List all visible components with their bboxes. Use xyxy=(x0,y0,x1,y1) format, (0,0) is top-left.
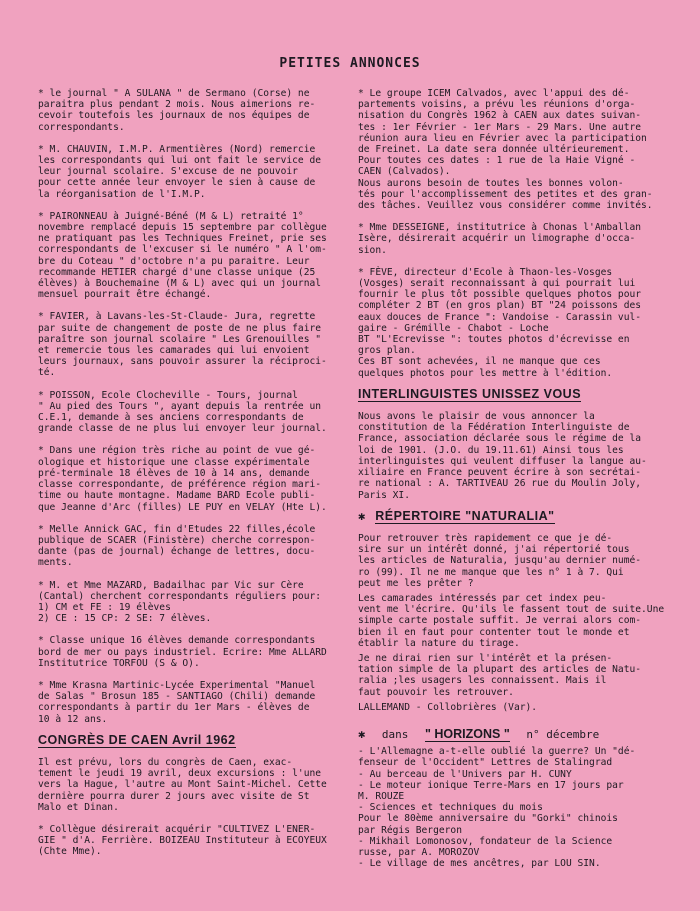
horizons-title: " HORIZONS " xyxy=(424,726,510,741)
horizons-heading xyxy=(358,726,674,741)
announcement: * PAIRONNEAU à Juigné-Béné (M & L) retraité 1° novembre remplacé depuis 15 septembre par collègue ne pratiquant pas les Techniques Freinet, prie ses correspondants de l'excuser si le numéro " A l'om- bre du Coteau " d'octobre n'a pu paraitre. Leur recommande HETIER chargé d'une classe unique (25 élèves) à Bouchemaine (M & L) avec qui un journal mensuel pourrait être échangé. xyxy=(38,210,327,301)
list-item: - Mikhail Lomonosov, fondateur de la Science russe, par A. MOROZOV xyxy=(358,836,674,858)
interlinguistes-heading: INTERLINGUISTES UNISSEZ VOUS xyxy=(358,386,582,401)
announcement: * M. CHAUVIN, I.M.P. Armentières (Nord) remercie les correspondants qui lui ont fait le service de leur journal scolaire. S'excuse de ne pouvoir pour cette année leur envoyer le sien à cause de la réorganisation de l'I.M.P. xyxy=(38,143,322,200)
horizons-prefix: dans xyxy=(381,727,409,741)
page-title: PETITES ANNONCES xyxy=(279,56,421,71)
announcement: * POISSON, Ecole Clocheville - Tours, journal " Au pied des Tours ", ayant depuis la rentrée un C.E.1, demande à ses anciens correspondants de grande classe de ne plus lui envoyer leur journal. xyxy=(38,389,327,435)
announcement: * M. et Mme MAZARD, Badailhac par Vic sur Cère (Cantal) cherchent correspondants réguliers pour: 1) CM et FE : 19 élèves 2) CE : 15 CP: 2 SE: 7 élèves. xyxy=(38,579,322,625)
congres-heading: CONGRÈS DE CAEN Avril 1962 xyxy=(38,732,236,747)
list-item: - Sciences et techniques du mois Pour le 80ème anniversaire du "Gorki" chinois par Régis Bergeron xyxy=(358,802,674,836)
announcement: * Melle Annick GAC, fin d'Etudes 22 filles,école publique de SCAER (Finistère) cherche correspon- dante (pas de journal) échange de lettres, docu- ments. xyxy=(38,523,316,569)
interlinguistes-text: Nous avons le plaisir de vous annoncer la constitution de la Fédération Interlinguiste de France, association déclarée sous le régime de la loi de 1901. (J.O. du 19.11.61) Ainsi tous les interlinguistes qui veulent diffuser la langue au- xiliaire en France peuvent écrire à son secrétai- re national : A. TARTIVEAU 26 rue du Moulin Joly, Paris XI. xyxy=(358,411,647,501)
list-item: - Le moteur ionique Terre-Mars en 17 jours par M. ROUZE xyxy=(358,780,674,802)
list-item: - Le village de mes ancêtres, par LOU SIN. xyxy=(358,858,674,869)
announcement: * Mme Krasna Martinic-Lycée Experimental "Manuel de Salas " Brosun 185 - SANTIAGO (Chili) demande correspondants à partir du 1er Mars - élèves de 10 à 12 ans. xyxy=(38,679,316,725)
list-item: - L'Allemagne a-t-elle oublié la guerre? Un "dé- fenseur de l'Occident" Lettres de Stalingrad xyxy=(358,746,674,768)
announcement: * Classe unique 16 élèves demande correspondants bord de mer ou pays industriel. Ecrire: Mme ALLARD Institutrice TORFOU (S & O). xyxy=(38,635,327,669)
repertoire-paragraph: Pour retrouver très rapidement ce que je dé- sire sur un intérêt donné, j'ai répertorié tous les articles de Naturalia, jusqu'au dernier numé- ro (99). Il ne me manque que les n° 1 à 7. Qui peut me les prêter ? xyxy=(358,532,642,589)
star-icon: ✱ xyxy=(358,726,366,741)
announcement: * Le groupe ICEM Calvados, avec l'appui des dé- partements voisins, a prévu les réunions d'orga- nisation du Congrès 1962 à CAEN aux dates suivan- tes : 1er Février - 1er Mars - 29 Mars. Une autre réunion aura lieu en Février avec la participation de Freinet. La date sera donnée ultérieurement. Pour toutes ces dates : 1 rue de la Haie Vigné - CAEN (Calvados). Nous aurons besoin de toutes les bonnes volon- tés pour l'accomplissement des petites et des gran- des tâches. Veuillez vous considérer comme invités. xyxy=(358,88,653,212)
congres-paragraph: * Collègue désirerait acquérir "CULTIVEZ L'ENER- GIE " d'A. Ferrière. BOIZEAU Instituteur à ECOYEUX (Chte Mme). xyxy=(38,823,327,858)
left-column xyxy=(38,88,338,869)
announcement: * FAVIER, à Lavans-les-St-Claude- Jura, regrette par suite de changement de poste de ne plus faire paraître son journal scolaire " Les Grenouilles " et remercie tous les camarades qui lui envoient leurs journaux, sans pouvoir assurer la réciproci- té. xyxy=(38,311,327,379)
repertoire-heading: RÉPERTOIRE "NATURALIA" xyxy=(375,508,555,523)
announcement: * FÈVE, directeur d'Ecole à Thaon-les-Vosges (Vosges) serait reconnaissant à qui pourrait lui fournir le plus tôt possible quelques photos pour compléter 2 BT (en gros plan) BT "24 poissons des eaux douces de France ": Vandoise - Carassin vul- gaire - Grémille - Chabot - Loche BT "L'Ecrevisse ": toutes photos d'écrevisse en gros plan. Ces BT sont achevées, il ne manque que ces quelques photos pour les mettre à l'édition. xyxy=(358,266,642,379)
congres-paragraph: Il est prévu, lors du congrès de Caen, exac- tement le jeudi 19 avril, deux excursions : l'une vers la Hague, l'autre au Mont Saint-Michel. Cette dernière pourra durer 2 jours avec visite de St Malo et Dinan. xyxy=(38,756,327,813)
horizons-suffix: n° décembre xyxy=(526,727,600,741)
star-icon: ✱ xyxy=(358,508,366,523)
repertoire-paragraph: Les camarades intéressés par cet index peu- vent me l'écrire. Qu'ils le fassent tout de suite.Une simple carte postale suffit. Je verrai alors com- bien il en faut pour contenter tout le monde et établir la nature du tirage. xyxy=(358,592,665,649)
horizons-list xyxy=(358,746,674,869)
repertoire-paragraph: Je ne dirai rien sur l'intérêt et la présen- tation simple de la plupart des articles de Natu- ralia ;les usagers les connaissent. Mais il faut pouvoir les retrouver. xyxy=(358,652,642,698)
repertoire-signature: LALLEMAND - Collobrières (Var). xyxy=(358,701,538,713)
announcement: * le journal " A SULANA " de Sermano (Corse) ne paraitra plus pendant 2 mois. Nous aimerions re- cevoir toutefois les journaux de nos équipes de correspondants. xyxy=(38,88,316,133)
list-item: - Au berceau de l'Univers par H. CUNY xyxy=(358,769,674,780)
right-column xyxy=(358,88,674,869)
announcement: * Dans une région très riche au point de vue gé- ologique et historique une classe expérimentale pré-terminale 18 élèves de 10 à 14 ans, demande classe correspondante, de préférence région mari- time ou haute montagne. Madame BARD Ecole publi- que Jeanne d'Arc (filles) LE PUY en VELAY (Hte L). xyxy=(38,445,327,513)
announcement: * Mme DESSEIGNE, institutrice à Chonas l'Amballan Isère, désirerait acquérir un limographe d'occa- sion. xyxy=(358,222,642,256)
